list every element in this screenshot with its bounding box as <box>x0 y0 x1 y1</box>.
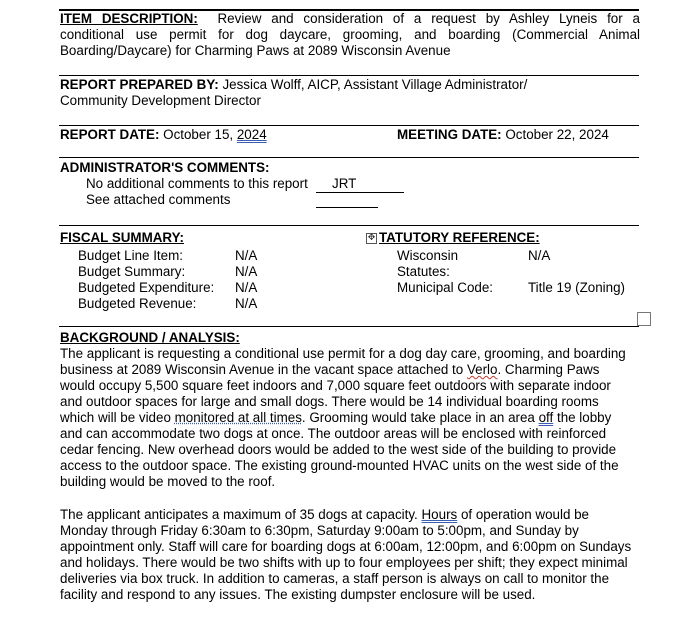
background-p1-verlo: Verlo <box>466 362 498 377</box>
statutory-row-label: Wisconsin <box>397 248 459 263</box>
admin-see-attached: See attached comments <box>86 192 231 207</box>
fiscal-summary-label: FISCAL SUMMARY: <box>60 230 184 245</box>
statutory-row-value: N/A <box>528 248 551 263</box>
background-p1-off: off <box>538 410 554 425</box>
fiscal-row-value: N/A <box>235 248 258 263</box>
prepared-rule <box>59 75 639 76</box>
admin-rule <box>59 157 639 158</box>
table-move-handle-icon[interactable]: ✥ <box>367 233 376 243</box>
dates-rule <box>59 125 639 126</box>
item-description <box>60 11 640 59</box>
item-description-line2: conditional use permit for dog daycare, grooming, and boarding (Commercial Animal <box>60 27 640 42</box>
background-p1-text: The applicant is requesting a conditional use permit for a dog day care, grooming, and boarding business at 2089 Wisconsin Avenue in the vacant space attached to <box>60 346 626 377</box>
prepared-by-label: REPORT PREPARED BY: <box>60 77 219 92</box>
fiscal-row-label: Budgeted Revenue: <box>78 296 197 311</box>
admin-initials: JRT <box>332 176 357 191</box>
prepared-by <box>60 77 640 109</box>
statutory-row-label: Statutes: <box>397 264 450 279</box>
fiscal-row-value: N/A <box>235 264 258 279</box>
background-p2-text: The applicant anticipates a maximum of 35 dogs at capacity. <box>60 507 422 522</box>
background-p2-text: of operation would be Monday through Friday 6:30am to 6:30pm, Saturday 9:00am to 5:00pm, and Sunday by appointment only. Staff will care for boarding dogs at 6:00am, 12:00pm, and 6:00pm on Sundays and holidays. There would be two shifts with up to four employees per shift; they expect minimal deliveries via box truck. In addition to cameras, a staff person is always on call to monitor the facility and respond to any issues. The existing dumpster enclosure will be used. <box>60 507 632 602</box>
meeting-date-label: MEETING DATE: <box>397 127 502 142</box>
fiscal-row-label: Budget Summary: <box>78 264 186 279</box>
report-date <box>60 127 267 143</box>
background-analysis-label: BACKGROUND / ANALYSIS: <box>60 330 240 345</box>
background-p1-monitored: monitored at all times <box>174 410 302 425</box>
fiscal-rule <box>59 225 639 226</box>
report-date-label: REPORT DATE: <box>60 127 160 142</box>
background-p2-hours: Hours <box>421 507 458 522</box>
background-paragraph-1 <box>60 346 632 490</box>
admin-no-comments: No additional comments to this report <box>86 176 308 191</box>
fiscal-row <box>78 248 183 264</box>
background-p1-text: . Charming Paws would occupy 5,500 square feet indoors and 7,000 square feet outdoors with separate indoor and outdoor spaces for large and small dogs. There would be 14 individual boarding rooms which will be video <box>60 362 611 425</box>
admin-see-attached-field[interactable] <box>316 192 378 208</box>
background-rule <box>59 326 639 327</box>
item-description-line1: Review and consideration of a request by Ashley Lyneis for a <box>217 11 640 26</box>
background-p1-text: the lobby and can accommodate two dogs at once. The outdoor areas will be enclosed with reinforced cedar fencing. New overhead doors would be added to the west side of the building to provide access to the outdoor space. The existing ground-mounted HVAC units on the west side of the building would be moved to the roof. <box>60 410 619 489</box>
statutory-reference-label: TATUTORY REFERENCE: <box>379 230 540 245</box>
admin-initials-field[interactable] <box>316 176 404 193</box>
fiscal-row <box>78 264 185 280</box>
table-resize-handle[interactable] <box>637 312 651 326</box>
meeting-date-value: October 22, 2024 <box>501 127 609 142</box>
fiscal-row-value: N/A <box>235 296 258 311</box>
item-description-label: ITEM DESCRIPTION: <box>60 11 198 26</box>
prepared-by-line2: Community Development Director <box>60 93 261 108</box>
statutory-row-label: Municipal Code: <box>397 280 494 295</box>
fiscal-row-label: Budgeted Expenditure: <box>78 280 215 295</box>
background-p1-text: . Grooming would take place in an area <box>301 410 539 425</box>
statutory-row-value: Title 19 (Zoning) <box>528 280 625 295</box>
report-date-year: 2024 <box>236 127 267 142</box>
admin-comments-label: ADMINISTRATOR'S COMMENTS: <box>60 160 270 175</box>
fiscal-row <box>78 280 214 296</box>
fiscal-row-value: N/A <box>235 280 258 295</box>
prepared-by-line1: Jessica Wolff, AICP, Assistant Village Administrator/ <box>218 77 528 92</box>
fiscal-row-label: Budget Line Item: <box>78 248 183 263</box>
fiscal-row <box>78 296 196 312</box>
report-date-value: October 15, <box>159 127 237 142</box>
background-paragraph-2 <box>60 507 638 603</box>
meeting-date <box>397 127 609 143</box>
item-description-line3: Boarding/Daycare) for Charming Paws at 2089 Wisconsin Avenue <box>60 43 451 58</box>
